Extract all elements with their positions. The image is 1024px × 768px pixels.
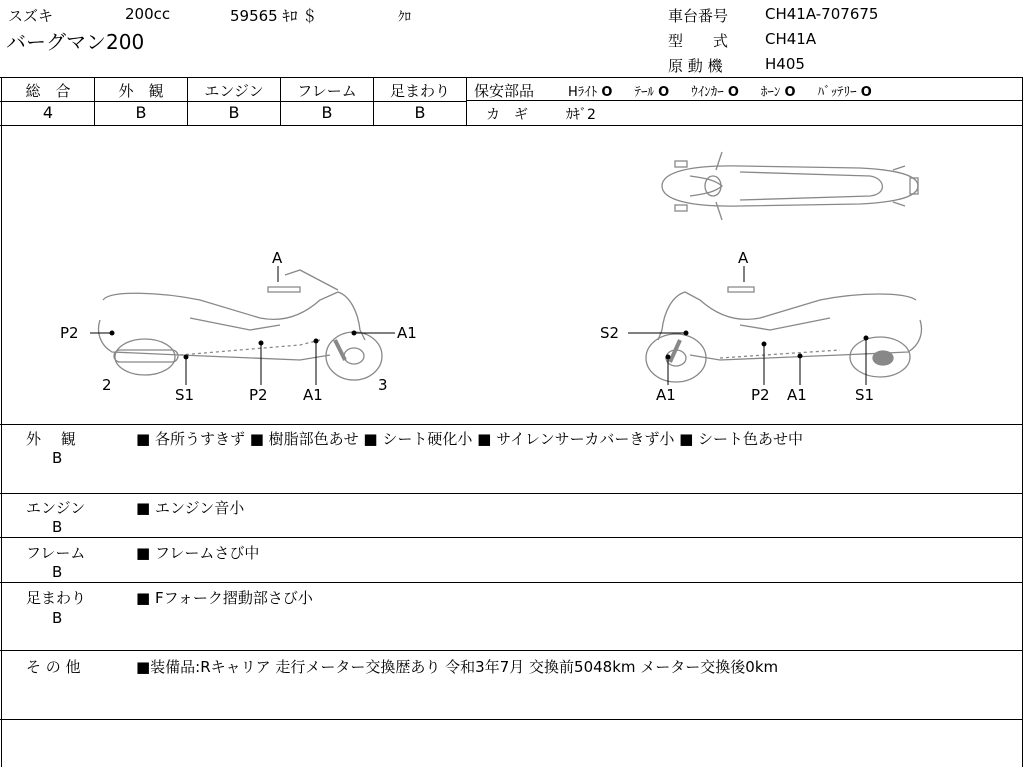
comment-text: ■ 各所うすきず ■ 樹脂部色あせ ■ シート硬化小 ■ サイレンサーカバーきず小 ■ シート色あせ中: [136, 430, 804, 448]
frame-no: CH41A-707675: [765, 5, 879, 23]
comment-text: ■ フレームさび中: [136, 544, 260, 562]
label-a-right: A: [738, 249, 749, 267]
frame-label: フレーム: [297, 82, 357, 100]
label-a1-left-side: A1: [397, 324, 417, 342]
safety-item: ﾊﾞｯﾃﾘｰ O: [817, 85, 872, 100]
engine-model: H405: [765, 55, 805, 73]
safety-item: ﾃｰﾙ O: [634, 85, 670, 100]
scooter-top-view-icon: [662, 152, 918, 220]
overall-label: 総 合: [25, 82, 71, 100]
comment-label: そ の 他: [26, 658, 81, 676]
comment-label: 外 観: [26, 430, 76, 448]
comment-label: エンジン: [26, 499, 86, 517]
key-label: カ ギ: [486, 107, 528, 123]
label-p2-left-bottom: P2: [249, 386, 268, 404]
frame-grade: B: [321, 103, 333, 122]
label-s1-right: S1: [855, 386, 875, 404]
frame-no-label: 車台番号: [668, 7, 729, 25]
label-s1-left: S1: [175, 386, 195, 404]
divider: [0, 719, 1022, 720]
comment-text: ■装備品:Rキャリア 走行メーター交換歴あり 令和3年7月 交換前5048km メーター交換後0km: [136, 658, 779, 676]
divider: [0, 424, 1022, 425]
comment-grade: B: [52, 518, 63, 536]
divider: [0, 582, 1022, 583]
type-label: 型 式: [668, 32, 729, 50]
divider: [0, 537, 1022, 538]
engine-label: エンジン: [204, 82, 264, 100]
suspension-grade: B: [414, 103, 426, 122]
divider: [0, 650, 1022, 651]
comment-label: 足まわり: [26, 589, 87, 607]
comment-grade: B: [52, 563, 63, 581]
label-a1-right: A1: [656, 386, 676, 404]
color: ｸﾛ: [398, 10, 411, 25]
label-s2-right: S2: [600, 324, 620, 342]
overall-grade: 4: [42, 103, 54, 122]
label-p2-right: P2: [751, 386, 770, 404]
engine-grade: B: [228, 103, 240, 122]
comment-label: フレーム: [26, 544, 86, 562]
exterior-grade: B: [135, 103, 147, 122]
label-a-left: A: [272, 249, 283, 267]
divider: [0, 493, 1022, 494]
diagram-markers: [90, 266, 868, 385]
safety-item: Hﾗｲﾄ O: [568, 85, 613, 100]
comment-text: ■ Fフォーク摺動部さび小: [136, 589, 313, 607]
key-value: ｶｷﾞ2: [566, 107, 596, 123]
engine-model-label: 原 動 機: [668, 57, 723, 75]
label-2: 2: [102, 376, 112, 394]
model-name: バーグマン200: [6, 30, 145, 54]
scooter-left-side-icon: [99, 270, 383, 380]
comment-text: ■ エンジン音小: [136, 499, 245, 517]
exterior-label: 外 観: [118, 82, 164, 100]
maker: スズキ: [8, 7, 54, 25]
label-a1-right-b: A1: [787, 386, 807, 404]
safety-item: ﾎｰﾝ O: [760, 85, 796, 100]
comment-grade: B: [52, 609, 63, 627]
type-value: CH41A: [765, 30, 817, 48]
displacement: 200cc: [125, 5, 171, 23]
label-a1-left-bottom: A1: [303, 386, 323, 404]
safety-item: ｳｲﾝｶｰ O: [691, 85, 739, 100]
mileage: 59565 ｷﾛ ＄: [230, 7, 318, 25]
suspension-label: 足まわり: [389, 82, 450, 100]
safety-label: 保安部品: [474, 82, 535, 100]
label-3: 3: [378, 376, 388, 394]
comment-grade: B: [52, 449, 63, 467]
label-p2-left: P2: [60, 324, 79, 342]
